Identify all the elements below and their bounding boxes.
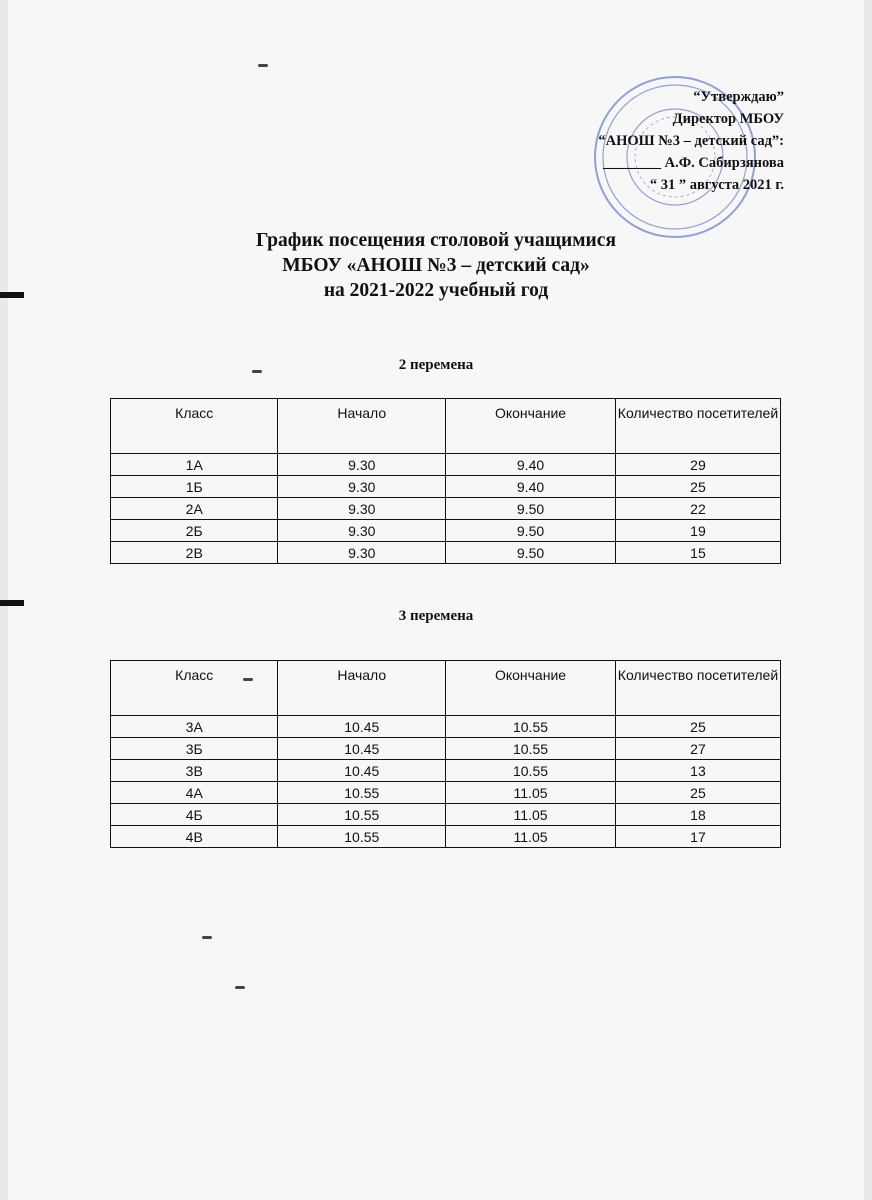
cell-class: 2Б — [111, 520, 278, 542]
cell-start: 9.30 — [278, 542, 446, 564]
section-title-break-2: 2 перемена — [398, 357, 474, 373]
header-end: Окончание — [446, 661, 616, 716]
approval-heading: “Утверждаю” — [693, 89, 784, 105]
cell-count: 15 — [615, 542, 780, 564]
title-line-2: МБОУ «АНОШ №3 – детский сад» — [282, 255, 590, 276]
header-start: Начало — [278, 661, 446, 716]
cell-class: 2А — [111, 498, 278, 520]
cell-start: 10.45 — [278, 738, 446, 760]
cell-start: 9.30 — [278, 520, 446, 542]
cell-count: 29 — [615, 454, 780, 476]
cell-start: 10.45 — [278, 760, 446, 782]
cell-end: 10.55 — [446, 738, 616, 760]
table-row — [111, 826, 781, 848]
approval-date: “ 31 ” августа 2021 г. — [649, 177, 784, 193]
cell-count: 27 — [615, 738, 780, 760]
document-title — [0, 228, 872, 303]
cell-start: 9.30 — [278, 476, 446, 498]
cell-count: 22 — [615, 498, 780, 520]
cell-start: 10.55 — [278, 826, 446, 848]
cell-class: 4А — [111, 782, 278, 804]
schedule-table-break-3 — [110, 660, 781, 848]
section-title-break-3: 3 перемена — [398, 608, 474, 624]
approval-position: Директор МБОУ — [672, 111, 784, 127]
cell-end: 10.55 — [446, 760, 616, 782]
cell-start: 10.55 — [278, 782, 446, 804]
schedule-table-break-2 — [110, 398, 781, 564]
cell-end: 9.40 — [446, 476, 616, 498]
cell-end: 9.40 — [446, 454, 616, 476]
approval-signature-name: ________ А.Ф. Сабирзянова — [603, 155, 784, 171]
cell-count: 17 — [615, 826, 780, 848]
table-row — [111, 498, 781, 520]
table-row — [111, 542, 781, 564]
cell-count: 25 — [615, 782, 780, 804]
binding-mark — [0, 600, 24, 606]
cell-count: 18 — [615, 804, 780, 826]
cell-class: 4В — [111, 826, 278, 848]
table-row — [111, 804, 781, 826]
table-row — [111, 738, 781, 760]
cell-count: 25 — [615, 476, 780, 498]
cell-count: 25 — [615, 716, 780, 738]
cell-end: 9.50 — [446, 498, 616, 520]
cell-start: 10.55 — [278, 804, 446, 826]
header-end: Окончание — [446, 399, 616, 454]
table-row — [111, 476, 781, 498]
table-row — [111, 454, 781, 476]
scan-speck — [202, 936, 212, 939]
table-row — [111, 782, 781, 804]
title-line-1: График посещения столовой учащимися — [255, 230, 616, 251]
cell-class: 1А — [111, 454, 278, 476]
cell-count: 19 — [615, 520, 780, 542]
cell-start: 10.45 — [278, 716, 446, 738]
table-row — [111, 520, 781, 542]
header-count: Количество посетителей — [615, 399, 780, 454]
cell-start: 9.30 — [278, 498, 446, 520]
cell-end: 10.55 — [446, 716, 616, 738]
cell-end: 11.05 — [446, 804, 616, 826]
cell-class: 3Б — [111, 738, 278, 760]
cell-class: 2В — [111, 542, 278, 564]
scan-speck — [258, 64, 268, 67]
header-class: Класс — [111, 399, 278, 454]
cell-end: 9.50 — [446, 542, 616, 564]
header-start: Начало — [278, 399, 446, 454]
header-count: Количество посетителей — [615, 661, 780, 716]
approval-block — [598, 86, 784, 196]
cell-class: 4Б — [111, 804, 278, 826]
header-class: Класс — [111, 661, 278, 716]
table-row — [111, 760, 781, 782]
table-header-row — [111, 661, 781, 716]
cell-start: 9.30 — [278, 454, 446, 476]
approval-organization: “АНОШ №3 – детский сад”: — [598, 133, 784, 149]
cell-count: 13 — [615, 760, 780, 782]
title-line-3: на 2021-2022 учебный год — [323, 280, 549, 301]
cell-class: 1Б — [111, 476, 278, 498]
cell-class: 3В — [111, 760, 278, 782]
table-row — [111, 716, 781, 738]
cell-class: 3А — [111, 716, 278, 738]
table-header-row — [111, 399, 781, 454]
cell-end: 11.05 — [446, 826, 616, 848]
scan-speck — [235, 986, 245, 989]
cell-end: 11.05 — [446, 782, 616, 804]
cell-end: 9.50 — [446, 520, 616, 542]
